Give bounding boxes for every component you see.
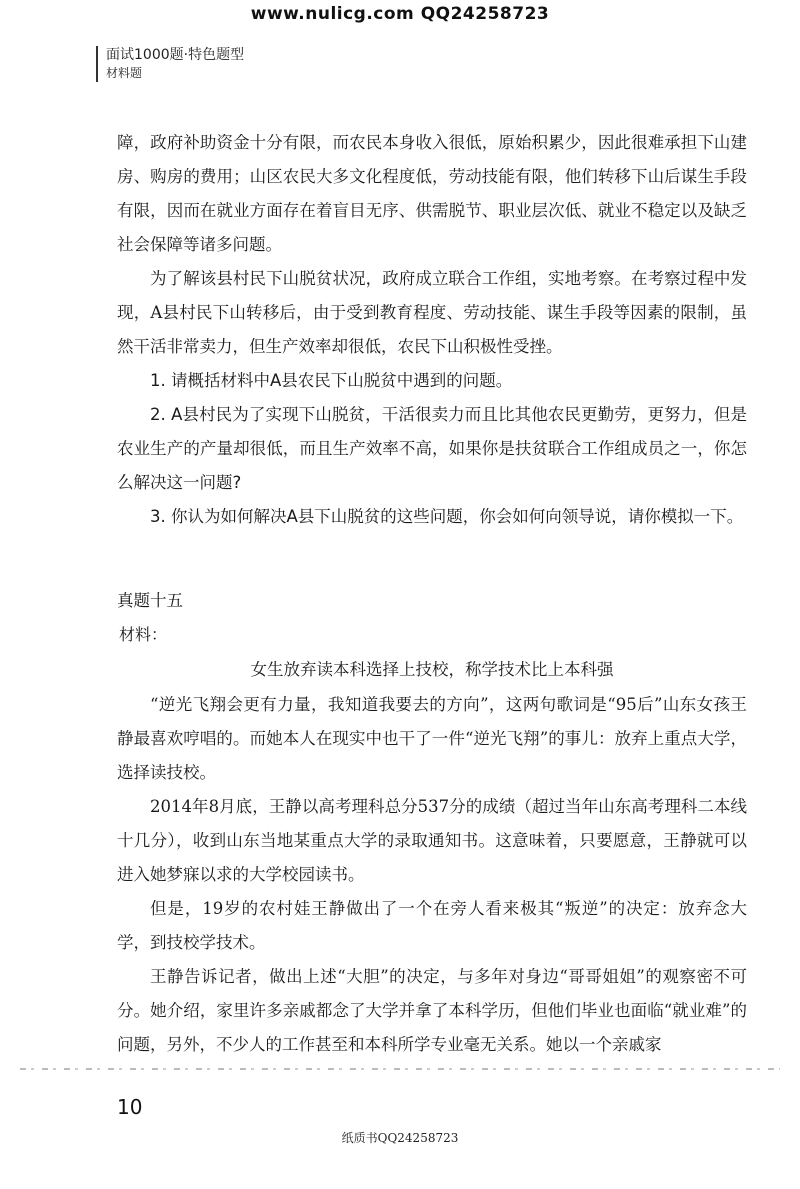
watermark-top: www.nulicg.com QQ24258723 — [250, 4, 550, 24]
article-paragraph: 王静告诉记者，做出上述“大胆”的决定，与多年对身边“哥哥姐姐”的观察密不可分。她介绍，家里许多亲戚都念了大学并拿了本科学历，但他们毕业也面临“就业难”的问题，另外，不少人的工作甚至和本科所学专业毫无关系。她以一个亲戚家 — [117, 967, 747, 1054]
material-label: 材料： — [119, 625, 168, 644]
article-paragraph: “逆光飞翔会更有力量，我知道我要去的方向”，这两句歌词是“95后”山东女孩王静最喜欢哼唱的。而她本人在现实中也干了一件“逆光飞翔”的事儿：放弃上重点大学，选择读技校。 — [117, 695, 747, 782]
section-title: 材料题 — [106, 66, 143, 80]
article-paragraph: 2014年8月底，王静以高考理科总分537分的成绩（超过当年山东高考理科二本线十几分），收到山东当地某重点大学的录取通知书。这意味着，只要愿意，王静就可以进入她梦寐以求的大学校园读书。 — [117, 797, 747, 884]
question-1: 1. 请概括材料中A县农民下山脱贫中遇到的问题。 — [150, 371, 513, 390]
section-heading: 真题十五 — [117, 591, 183, 610]
page-number: 10 — [117, 1095, 143, 1119]
article-paragraph: 但是，19岁的农村娃王静做出了一个在旁人看来极其“叛逆”的决定：放弃念大学，到技校学技术。 — [117, 899, 747, 952]
running-header — [96, 46, 244, 82]
question-2: 2. A县村民为了实现下山脱贫，干活很卖力而且比其他农民更勤劳，更努力，但是农业生产的产量却很低，而且生产效率不高，如果你是扶贫联合工作组成员之一，你怎么解决这一问题? — [117, 405, 747, 492]
paragraph: 障，政府补助资金十分有限，而农民本身收入很低，原始积累少，因此很难承担下山建房、购房的费用；山区农民大多文化程度低，劳动技能有限，他们转移下山后谋生手段有限，因而在就业方面存在着盲目无序、供需脱节、职业层次低、就业不稳定以及缺乏社会保障等诸多问题。 — [117, 133, 747, 254]
article-title: 女生放弃读本科选择上技校，称学技术比上本科强 — [250, 660, 614, 679]
scan-artifact-line — [20, 1068, 780, 1070]
spacer — [117, 534, 747, 584]
question-3: 3. 你认为如何解决A县下山脱贫的这些问题，你会如何向领导说，请你模拟一下。 — [150, 507, 744, 526]
paragraph: 为了解该县村民下山脱贫状况，政府成立联合工作组，实地考察。在考察过程中发现，A县村民下山转移后，由于受到教育程度、劳动技能、谋生手段等因素的限制，虽然干活非常卖力，但生产效率却很低，农民下山积极性受挫。 — [117, 269, 747, 356]
page-content — [117, 126, 747, 1062]
footer-watermark: 纸质书QQ24258723 — [341, 1131, 459, 1145]
book-title: 面试1000题·特色题型 — [106, 47, 245, 63]
